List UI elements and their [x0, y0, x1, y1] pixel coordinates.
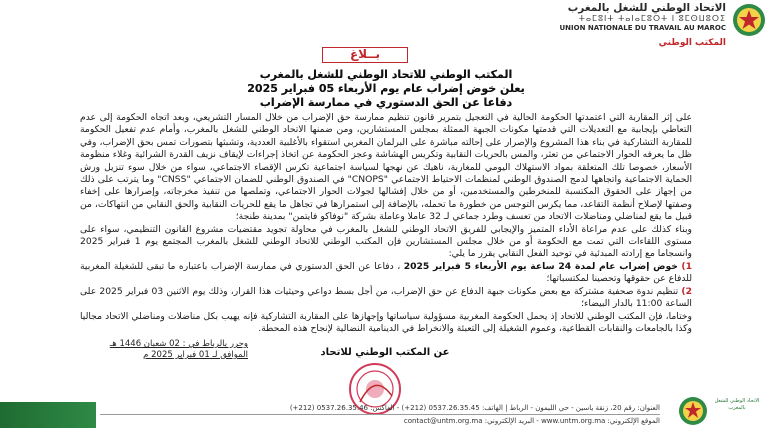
decision-item	[80, 286, 692, 311]
statement-body	[80, 112, 692, 335]
decision-lead: خوض إضراب عام لمدة 24 ساعة يوم الأربعاء 5 فبراير 2025	[403, 260, 678, 272]
decision-text: ، دفاعا عن الحق الدستوري في ممارسة الإضراب باعتباره ما تبقى للشغيلة المغربية للدفاع عن حقوقها وتحصينا لمكتسباتها؛	[80, 260, 692, 285]
letterhead	[0, 0, 772, 40]
decision-text: تنظيم ندوة صحفية مشتركة مع بعض مكونات جبهة الدفاع عن حق الإضراب، من أجل بسط دواعي وحيثيات هذا القرار، وذلك يوم الاثنين 03 فبراير 2025 على الساعة 11:00 بالدار البيضاء؛	[80, 285, 692, 310]
union-name-tifinagh: ⵜⴰⵎⵓⵏⵜ ⵜⴰⵏⴰⵎⵓⵔⵜ ⵏ ⵓⵎⵙⵡⵓⵔⵉ	[578, 14, 726, 23]
footer-contact: الموقع الإلكتروني: www.untm.org.ma - البريد الإلكتروني: contact@untm.org.ma	[403, 417, 660, 425]
union-name-french: UNION NATIONALE DU TRAVAIL AU MAROC	[559, 24, 726, 32]
union-logo-icon	[732, 3, 766, 37]
footer-divider	[100, 414, 660, 415]
signature-title: عن المكتب الوطني للاتحاد	[320, 347, 450, 358]
date-block	[78, 339, 248, 361]
bureau-label: المكتب الوطني	[658, 38, 726, 48]
document-heading: بــلاغ	[322, 47, 408, 63]
footer-green-band	[0, 402, 96, 428]
closing-paragraph: وختاما، فإن المكتب الوطني للاتحاد إذ يحمل الحكومة المغربية مسؤولية سياساتها وإجهازها على المقاربة التشاركية فإنه يهيب بكل مناضلات ومناضلي الاتحاد مجاليا وكذا بالجامعات والنقابات القطاعية، وعموم الشغيلة إلى التعبئة والانخراط في الدينامية النضالية لإنجاح هذه المحطة.	[80, 310, 692, 334]
title-line: يعلن خوض إضراب عام يوم الأربعاء 05 فبراير 2025	[247, 82, 525, 95]
footer-logo-icon	[678, 396, 708, 426]
body-paragraph: على إثر المقاربة التي اعتمدتها الحكومة الحالية في التعجيل بتمرير قانون تنظيم ممارسة حق الإضراب من خلال المسار التشريعي، وبعد اتجاه الحكومة إلى عدم التعاطي بإيجابية مع التعديلات التي قدمتها مكونات الجبهة الممثلة بمجلس المستشارين، ومن ضمنها الاتحاد الوطني للشغل بالمغرب، وأمام عدم تفعيل الحكومة للمقاربة التشاركية في بناء هذا المشروع والإصرار على إحالته مباشرة على البرلمان المغربي استقواء بالأغلبية العددية، وتشبثها بتصورات تمس بحق الإضراب، وفي ظل ما يعرفه الحوار الاجتماعي من تعثر، والمس بالحريات النقابية وتكريس الهشاشة وعجز الحكومة عن اتخاذ إجراءات لإيقاف نزيف القدرة الشرائية وغلاء منظومة الأسعار، خصوصا تلك المتعلقة بمواد الاستهلاك اليومي للمغاربة، ناهيك عن نهجها لسياسة اجتماعية تكرس الإقصاء الاجتماعي، سواء من خلال سوء تنزيل ورش الحماية الاجتماعية واتجاهها لدمج الصندوق الوطني لمنظمات الاحتياط الاجتماعي "CNOPS" في الصندوق الوطني للضمان الاجتماعي "CNSS" وما يترتب على ذلك من إجهاز على الحقوق المكتسبة للمنخرطين والمستخدمين، أو من خلال إفشالها لجولات الحوار الاجتماعي، وتملصها من تنفيذ مخرجاته، وإصرارها على إخفاء وصفتها لإصلاح أنظمة التقاعد، مما يكرس التوجس من خطورة ما تحمله، بالإضافة إلى استمرارها في تجاهل ما يقع للحريات النقابية والحق النقابي من انتهاكات، من قبيل ما يقع لمناضلي ومناضلات الاتحاد من تعسف وطرد جماعي لـ 32 عاملا وعاملة بشركة "نوفاكو فايتمن" بمدينة طنجة؛	[80, 112, 693, 223]
decision-item	[80, 261, 692, 286]
footer-address: العنوان: رقم 20، زنقة ياسين - حي الليمون - الرباط | الهاتف: 0537.26.35.45 (212+) - الفاكس: 0537.26.35.46 (212+)	[289, 404, 660, 412]
union-name-block	[496, 2, 726, 33]
union-name-arabic: الاتحاد الوطني للشغل بالمغرب	[567, 2, 726, 14]
footer	[0, 392, 772, 434]
body-paragraph: وبناء كذلك على عدم مراعاة الأداء المتميز والإيجابي للفريق الاتحاد الوطني للشغل بالمغرب في محاولة تجويد مقتضيات مشروع القانون التنظيمي، سواء على مستوى اللقاءات التي تمت مع الحكومة أو من خلال مجلس المستشارين فإن المكتب الوطني للاتحاد الوطني للشغل بالمغرب المجتمع يوم 1 فبراير 2025 وانسجاما مع إرادته المبدئية في توحيد الفعل النقابي يقرر ما يلي:	[80, 223, 692, 260]
date-gregorian: الموافق لـ 01 فبراير 2025 م	[143, 350, 248, 360]
decision-number: 2)	[681, 285, 692, 297]
footer-org-name: الاتحاد الوطني للشغل بالمغرب	[714, 398, 760, 411]
title-line: دفاعا عن الحق الدستوري في ممارسة الإضراب	[259, 96, 513, 109]
date-hijri: وحرر بالرباط في : 02 شعبان 1446 هـ	[109, 339, 248, 349]
document-title	[200, 68, 572, 110]
decision-number: 1)	[681, 260, 692, 272]
title-line: المكتب الوطني للاتحاد الوطني للشغل بالمغرب	[259, 68, 513, 81]
